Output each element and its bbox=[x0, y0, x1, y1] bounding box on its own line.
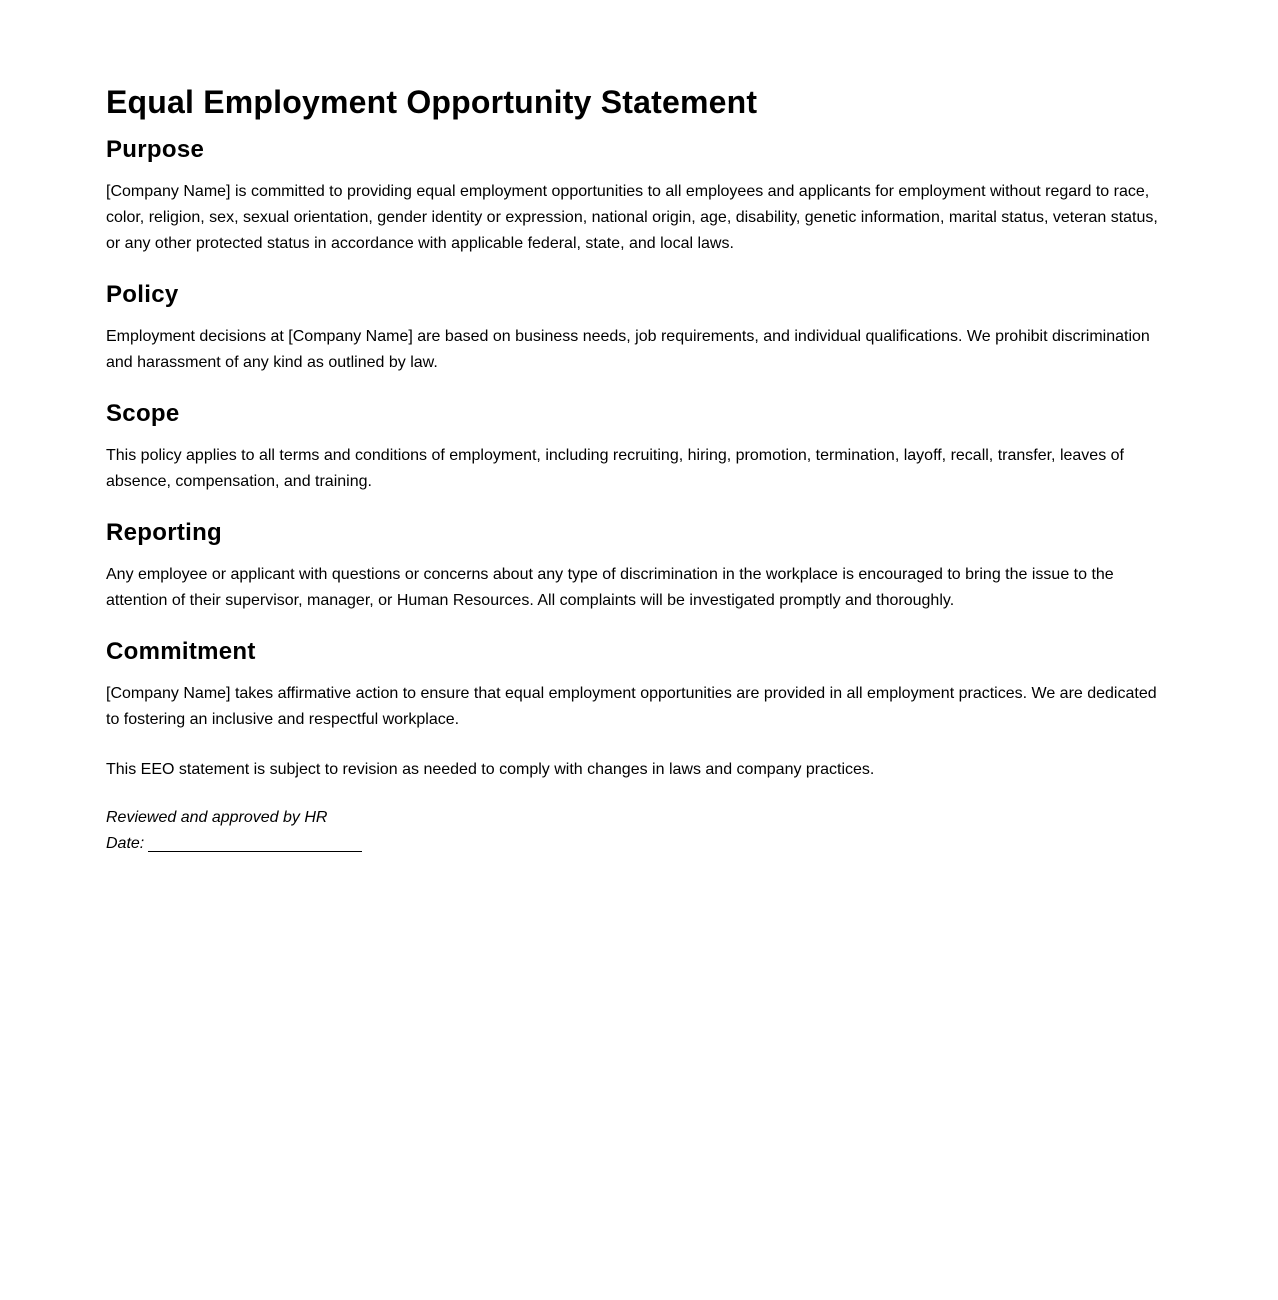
section-heading-commitment: Commitment bbox=[106, 638, 256, 665]
date-row bbox=[106, 831, 1172, 857]
section-heading-purpose: Purpose bbox=[106, 136, 205, 163]
section-body-purpose: [Company Name] is committed to providing equal employment opportunities to all employees and applicants for employment without regard to race, color, religion, sex, sexual orientation, gender identity or expression, national origin, age, disability, genetic information, marital status, veteran status, or any other protected status in accordance with applicable federal, state, and local laws. bbox=[106, 183, 1158, 252]
section-scope bbox=[106, 398, 1172, 495]
section-policy bbox=[106, 279, 1172, 376]
section-commitment bbox=[106, 636, 1172, 733]
section-heading-reporting: Reporting bbox=[106, 519, 223, 546]
section-body-reporting: Any employee or applicant with questions or concerns about any type of discrimination in the workplace is encouraged to bring the issue to the attention of their supervisor, manager, or Human Resources. All complaints will be investigated promptly and thoroughly. bbox=[106, 566, 1114, 609]
section-reporting bbox=[106, 517, 1172, 614]
signoff-block bbox=[106, 805, 1172, 857]
document-title: Equal Employment Opportunity Statement bbox=[106, 84, 758, 120]
closing-note: This EEO statement is subject to revision as needed to comply with changes in laws and company practices. bbox=[106, 761, 875, 778]
section-heading-policy: Policy bbox=[106, 281, 179, 308]
document bbox=[106, 80, 1172, 857]
reviewed-by-line: Reviewed and approved by HR bbox=[106, 809, 328, 826]
date-label: Date: bbox=[106, 835, 145, 852]
date-blank-line bbox=[148, 833, 362, 852]
section-heading-scope: Scope bbox=[106, 400, 180, 427]
section-body-commitment: [Company Name] takes affirmative action to ensure that equal employment opportunities are provided in all employment practices. We are dedicated to fostering an inclusive and respectful workplace. bbox=[106, 685, 1157, 728]
section-body-scope: This policy applies to all terms and conditions of employment, including recruiting, hiring, promotion, termination, layoff, recall, transfer, leaves of absence, compensation, and training. bbox=[106, 447, 1124, 490]
section-purpose bbox=[106, 134, 1172, 257]
section-body-policy: Employment decisions at [Company Name] are based on business needs, job requirements, and individual qualifications. We prohibit discrimination and harassment of any kind as outlined by law. bbox=[106, 328, 1150, 371]
